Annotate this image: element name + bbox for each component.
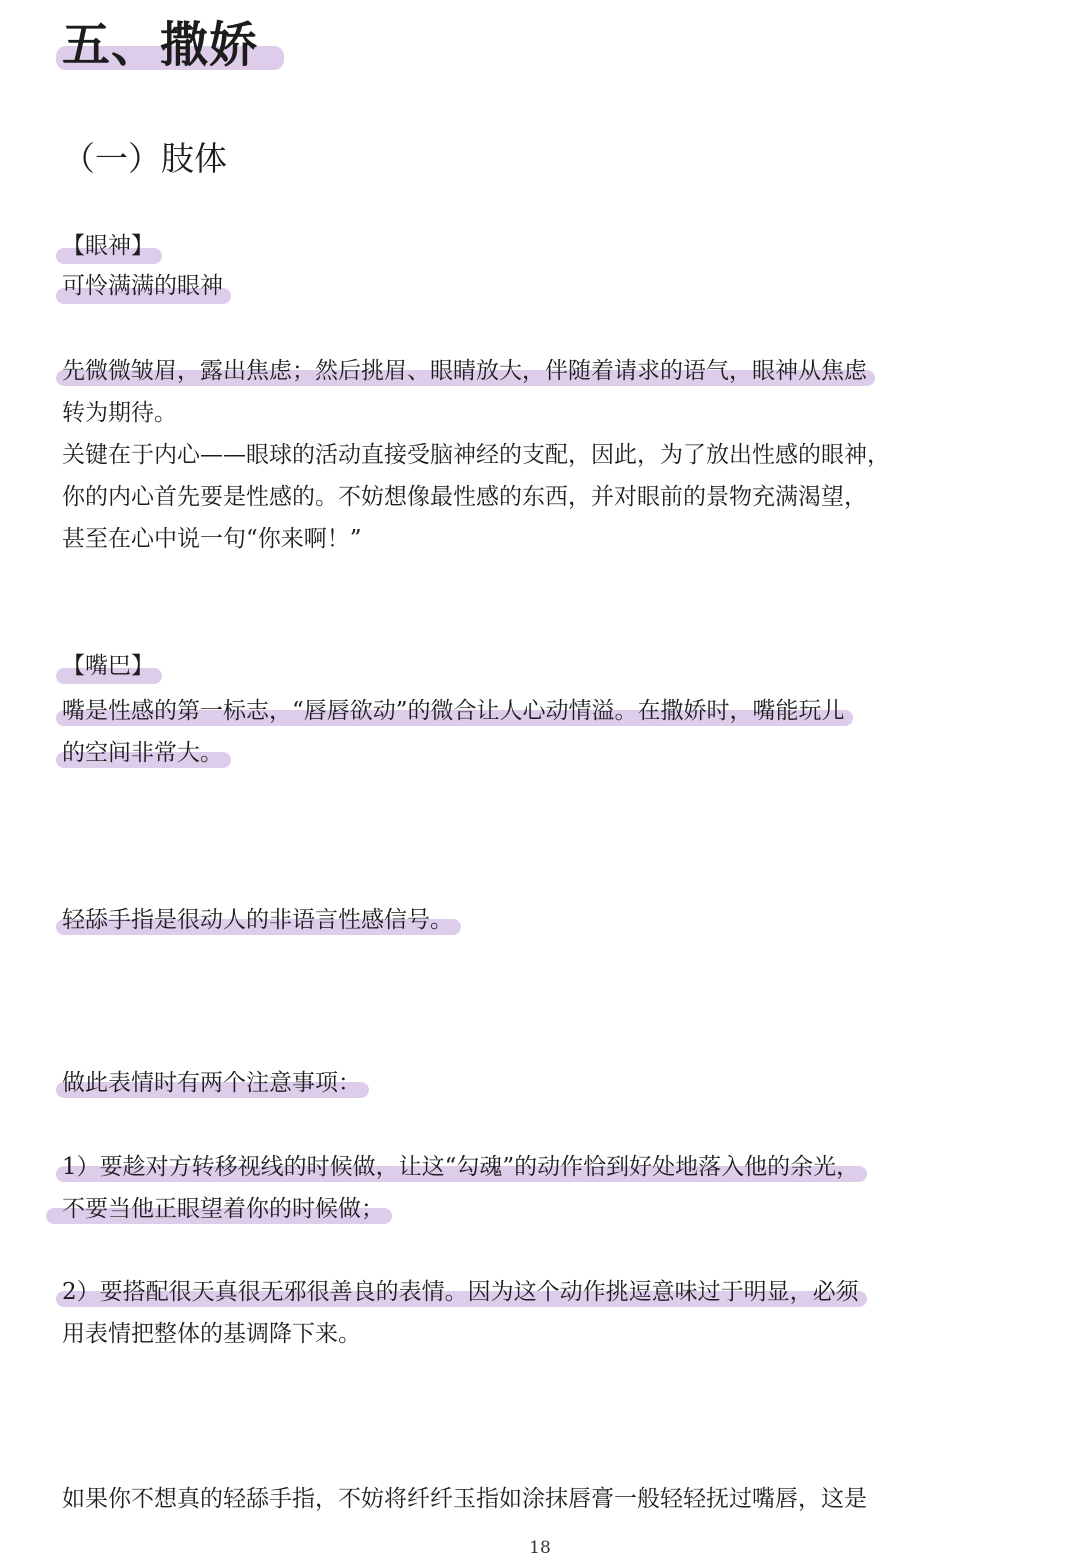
mouth-paragraph-1: 嘴是性感的第一标志，“唇唇欲动”的微合让人心动情溢。在撒娇时，嘴能玩儿 的空间非常大。 — [62, 690, 1002, 774]
mouth-paragraph-4: 1）要趁对方转移视线的时候做，让这“勾魂”的动作恰到好处地落入他的余光， 不要当他正眼望着你的时候做； — [62, 1146, 1002, 1230]
mouth-paragraph-6: 如果你不想真的轻舔手指，不妨将纤纤玉指如涂抹唇膏一般轻轻抚过嘴唇，这是 — [62, 1486, 867, 1512]
page-number: 18 — [529, 1538, 551, 1558]
mouth-paragraph-3: 做此表情时有两个注意事项： — [62, 1062, 1002, 1104]
title-text: 五、撒娇 — [62, 17, 259, 73]
section-subtitle: （一）肢体 — [62, 139, 227, 178]
mouth-label: 【嘴巴】 — [62, 646, 154, 686]
eyes-paragraph-1: 先微微皱眉，露出焦虑；然后挑眉、眼睛放大，伴随着请求的语气，眼神从焦虑 转为期待。 — [62, 350, 1002, 434]
page-title — [62, 14, 258, 76]
eyes-paragraph-2: 关键在于内心——眼球的活动直接受脑神经的支配，因此，为了放出性感的眼神， 你的内心首先要是性感的。不妨想像最性感的东西，并对眼前的景物充满渴望， 甚至在心中说一句“你来啊！” — [62, 442, 890, 552]
mouth-paragraph-2: 轻舔手指是很动人的非语言性感信号。 — [62, 899, 1002, 941]
mouth-paragraph-5: 2）要搭配很天真很无邪很善良的表情。因为这个动作挑逗意味过于明显，必须 用表情把整体的基调降下来。 — [62, 1271, 1002, 1355]
eyes-label: 【眼神】 — [62, 226, 154, 266]
eyes-headline: 可怜满满的眼神 — [62, 266, 223, 306]
